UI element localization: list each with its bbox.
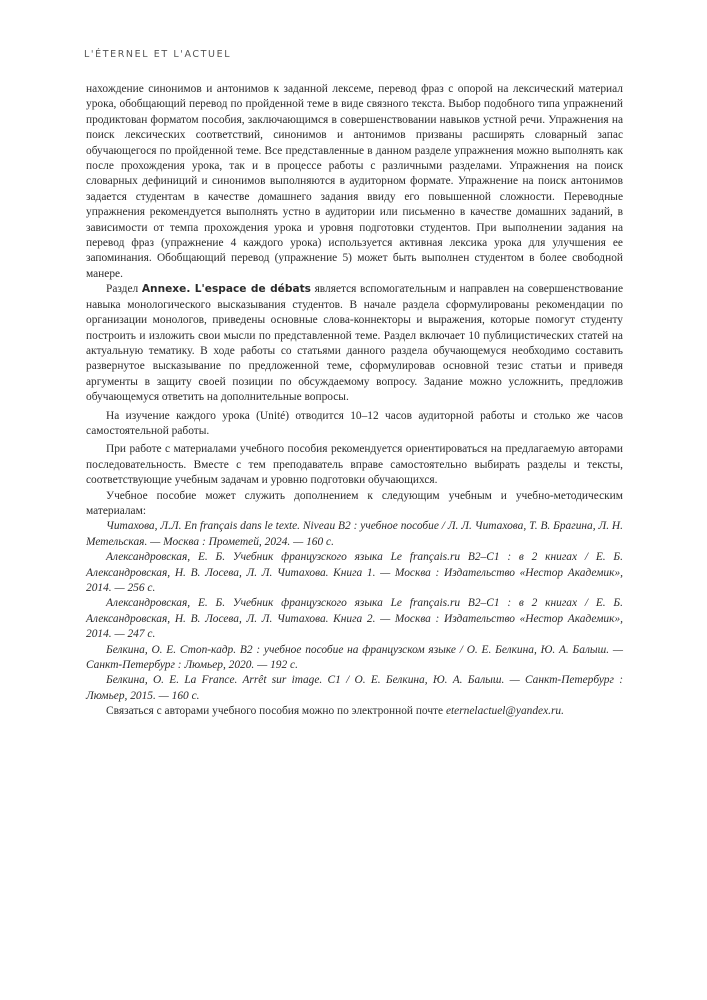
contact-line [86,704,623,719]
reference-item: Белкина, О. Е. La France. Arrêt sur image. C1 / О. Е. Белкина, Ю. А. Балыш. — Санкт-Петербург : Люмьер, 2015. — 160 с. [86,674,623,702]
reference-item: Белкина, О. Е. Стоп-кадр. B2 : учебное пособие на французском языке / О. Е. Белкина, Ю. А. Балыш. — Санкт-Петербург : Люмьер, 2020. — 192 с. [86,643,623,672]
paragraph-supplement: Учебное пособие может служить дополнением к следующим учебным и учебно-методическим материалам: [86,489,623,517]
paragraph-annexe [86,282,623,405]
contact-email: eternelactuel@yandex.ru. [445,705,564,718]
reference-item: Александровская, Е. Б. Учебник французского языка Le français.ru B2–C1 : в 2 книгах / Е. Б. Александровская, Н. В. Лосева, Л. Л. Читахова. Книга 1. — Москва : Издательство «Нестор Академик», 2014. — 256 с. [86,551,623,594]
running-header: L'ÉTERNEL ET L'ACTUEL [84,49,232,60]
paragraph-hours: На изучение каждого урока (Unité) отводится 10–12 часов аудиторной работы и столько же часов самостоятельной работы. [86,409,623,437]
section-name-annexe: Annexe. L'espace de débats [141,283,311,296]
body-text [86,82,623,720]
paragraph-exercises: нахождение синонимов и антонимов к заданной лексеме, перевод фраз с опорой на лексический материал урока, обобщающий перевод по пройденной теме в виде связного текста. Выбор подобного типа упражнений продиктован форматом пособия, заключающимся в совершенствовании навыков устной речи. Упражнения на поиск лексических соответствий, синонимов и антонимов призваны расширять словарный запас обучающегося по пройденной теме. Все представленные в данном разделе упражнения можно выполнять как после прохождения урока, так и в процессе работы с различными разделами. Упражнения на поиск словарных дефиниций и синонимов выполняются в аудиторном формате. Упражнение на поиск антонимов задается студентам в качестве домашнего задания ввиду его повышенной сложности. Переводные упражнения рекомендуется выполнять устно в аудитории или письменно в качестве домашних заданий, в зависимости от темпа прохождения урока и уровня подготовки студентов. При выполнении задания на перевод фраз (упражнение 4 каждого урока) используется активная лексика урока для улучшения ее запоминания. Обобщающий перевод (упражнение 5) может быть выполнен студентом в более свободной манере. [86,83,623,280]
reference-item: Читахова, Л.Л. En français dans le texte. Niveau B2 : учебное пособие / Л. Л. Читахова, Т. В. Брагина, Л. Н. Метельская. — Москва : Прометей, 2024. — 160 с. [86,520,623,548]
paragraph-annexe-prefix: Раздел [106,283,142,296]
paragraph-sequence: При работе с материалами учебного пособия рекомендуется ориентироваться на предлагаемую авторами последовательность. Вместе с тем преподаватель вправе самостоятельно выбирать разделы и тексты, соответствующие учебным задачам и уровню подготовки обучающихся. [86,443,623,487]
reference-item: Александровская, Е. Б. Учебник французского языка Le français.ru B2–C1 : в 2 книгах / Е. Б. Александровская, Н. В. Лосева, Л. Л. Читахова. Книга 2. — Москва : Издательство «Нестор Академик», 2014. — 247 с. [86,597,623,641]
paragraph-annexe-rest: является вспомогательным и направлен на совершенствование навыка монологического высказывания студентов. В начале раздела сформулированы рекомендации по организации монологов, приведены основные слова-коннекторы и выражения, которые помогут студенту построить и изложить свои мысли по представленной теме. Раздел включает 10 публицистических статей на актуальную тематику. В ходе работы со статьями данного раздела обучающемуся необходимо составить развернутое высказывание по предложенной теме, сформулировав основной тезис статьи и приведя аргументы в защиту своей позиции по обсуждаемому вопросу. Задание можно усложнить, предложив обучающемуся ответить на дополнительные вопросы. [86,283,623,404]
contact-text: Связаться с авторами учебного пособия можно по электронной почте [106,705,446,718]
